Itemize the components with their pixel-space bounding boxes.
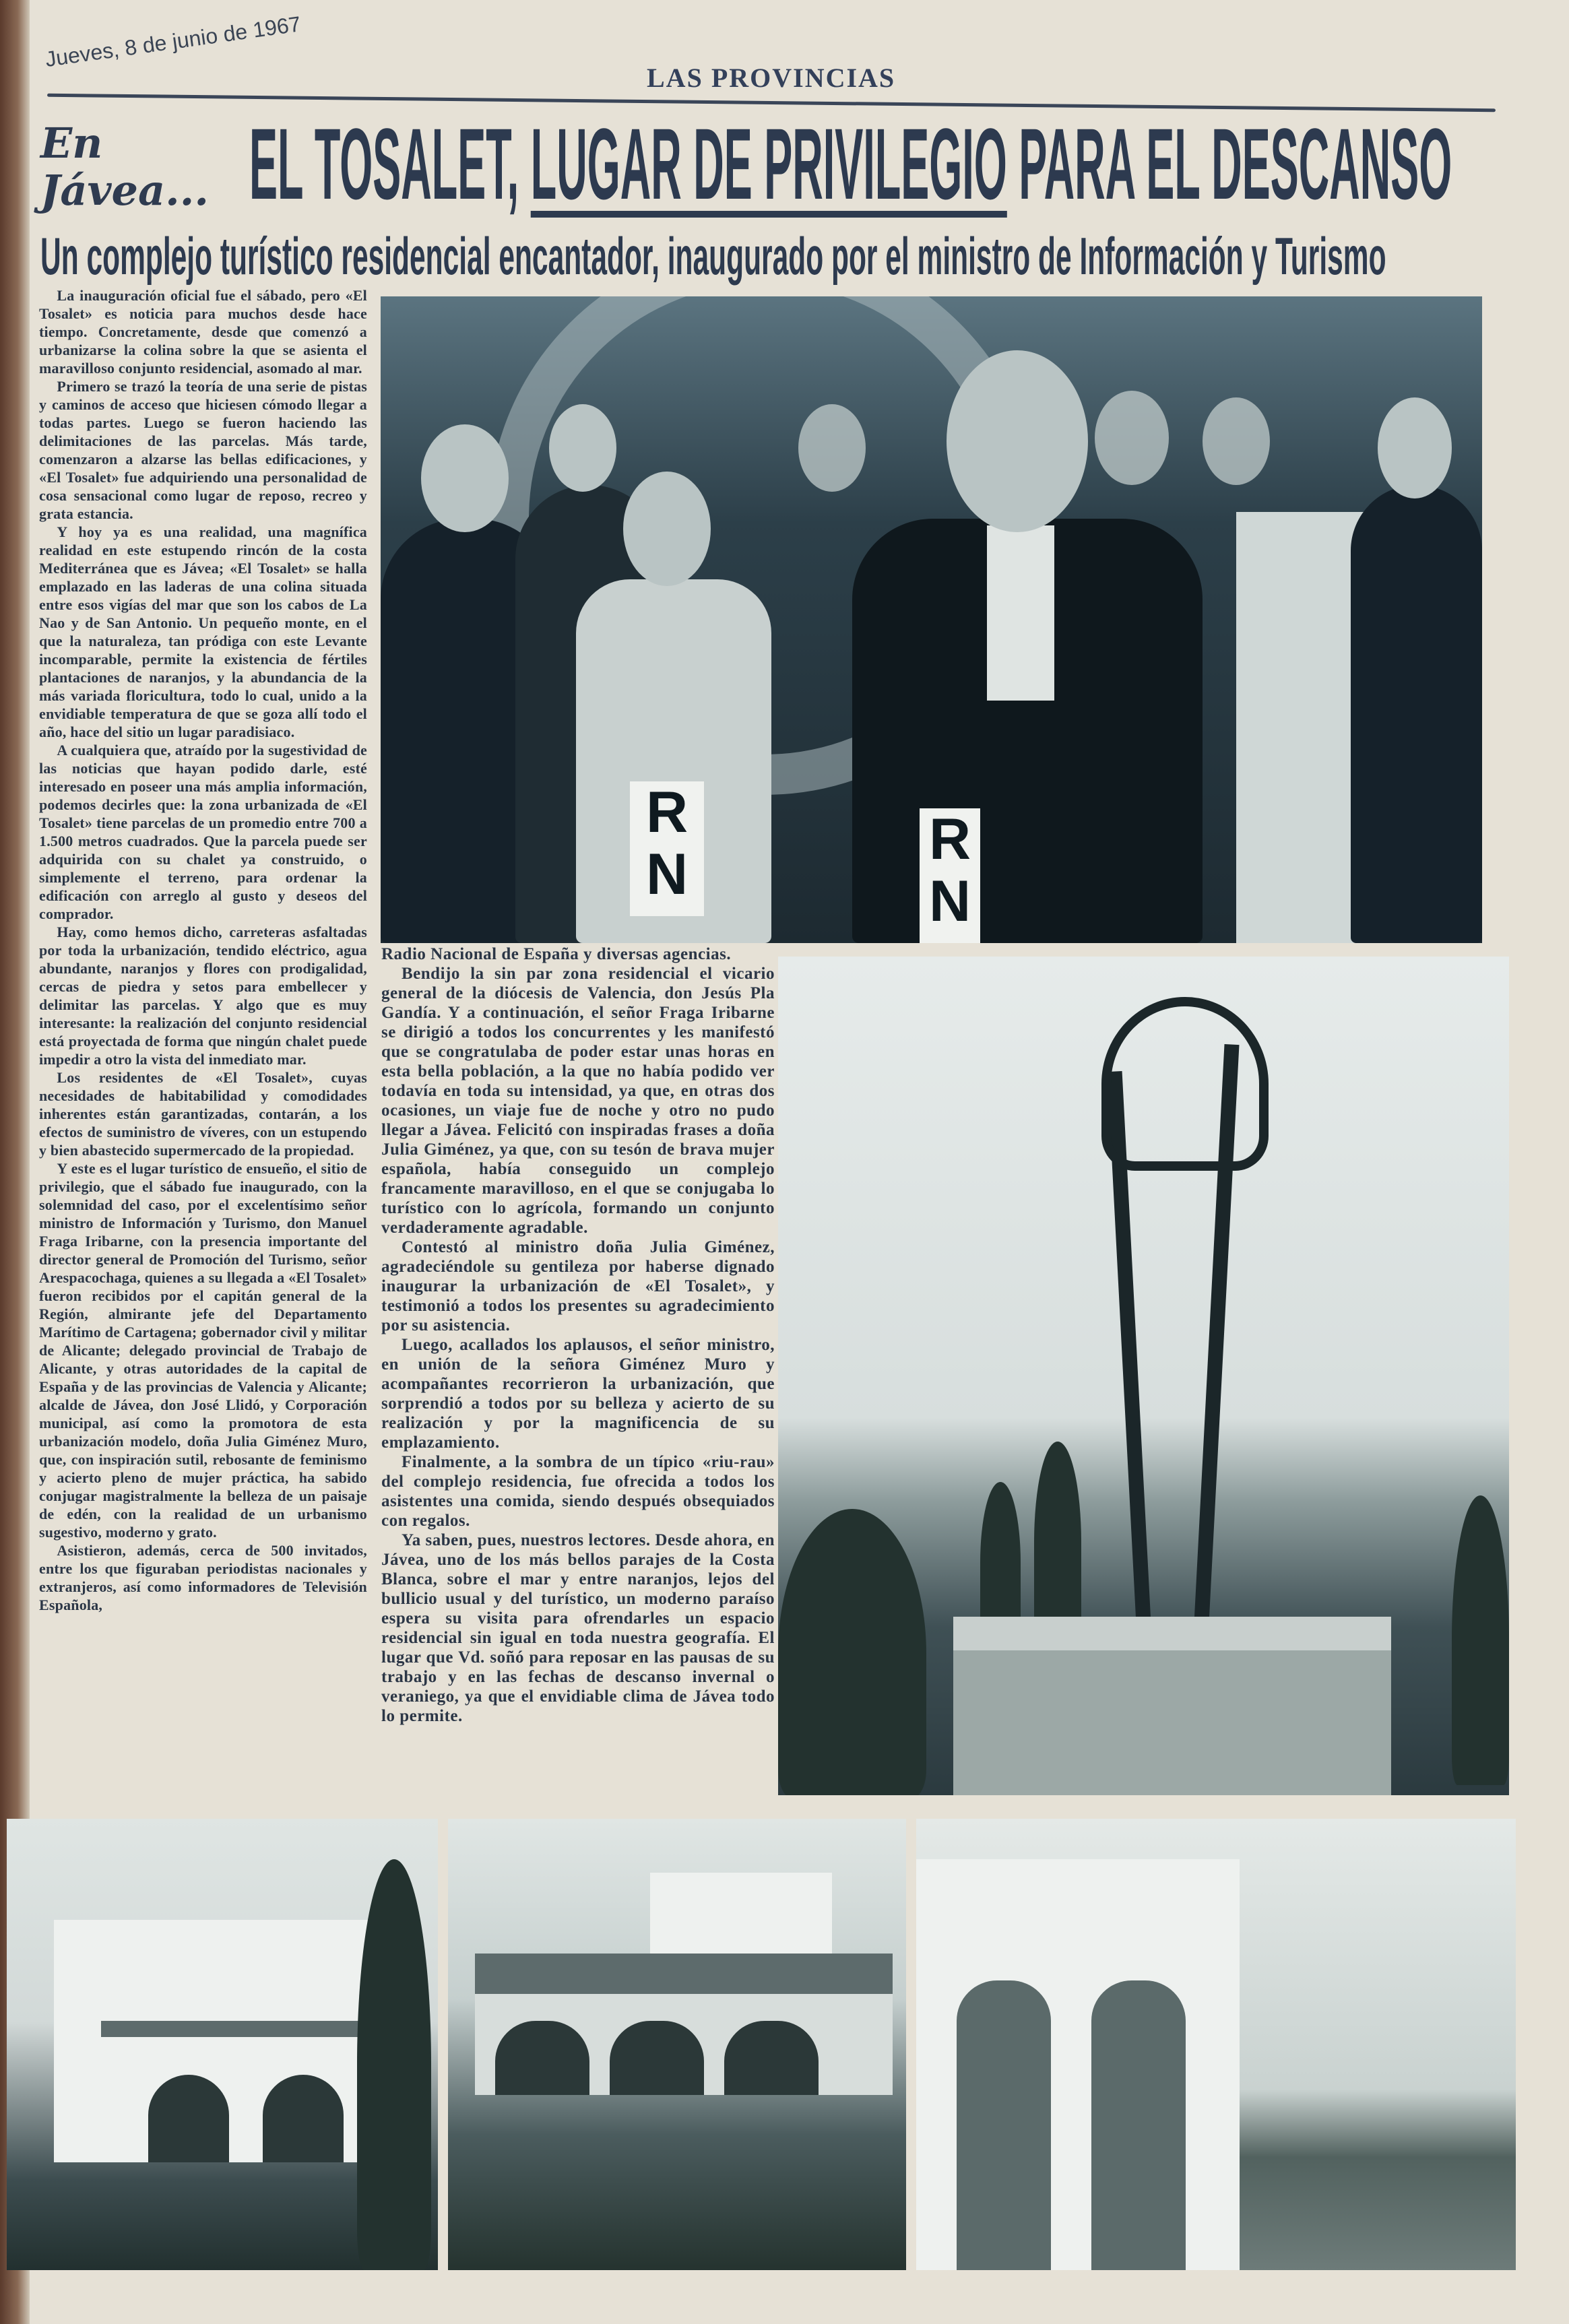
article-column-left xyxy=(39,286,367,1614)
photo-arch xyxy=(1091,1980,1186,2270)
paragraph: Ya saben, pues, nuestros lectores. Desde ahora, en Jávea, uno de los más bellos parajes de la Costa Blanca, sobre el mar y entre naranjos, lejos del bullicio usual y del turístico, un moderno paraíso espera su visita para ofrendarles un espacio residencial sin igual en toda nuestra geografía. El lugar que Vd. soñó para reposar en las pausas de su trabajo y en las fechas de descanso invernal o veraniego, ya que el envidiable clima de Jávea todo lo permite. xyxy=(381,1531,775,1725)
headline-part: PARA EL DESCANSO xyxy=(1006,107,1452,220)
photo-villa-porch xyxy=(448,1819,906,2270)
photo-shrub xyxy=(778,1509,926,1795)
kicker-line: Jávea... xyxy=(40,166,209,215)
paragraph: Y hoy ya es una realidad, una magnífica realidad en este estupendo rincón de la costa Mediterránea que es Jávea; «El Tosalet» se halla emplazado en las laderas de una colina situada entre esos vigías del mar que son los cabos de La Nao y de San Antonio. Un pequeño monte, en el que la naturaleza, tan pródiga con este Levante incomparable, permite la existencia de fértiles plantaciones de naranjos, y la abundancia de la más variada floricultura, todo lo cual, unido a la envidiable temperatura de que se goza allí todo el año, hace del sitio un lugar paradisiaco. xyxy=(39,523,367,740)
microphone-plaque xyxy=(630,781,704,916)
photo-arch xyxy=(724,2021,819,2095)
photo-roof xyxy=(101,2021,377,2037)
photo-minister-speech xyxy=(381,296,1482,943)
photo-arch xyxy=(263,2075,344,2162)
paragraph: Y este es el lugar turístico de ensueño, el sitio de privilegio, que el sábado fue inaugurado, con la solemnidad del caso, por el excelentísimo señor ministro de Información y Turismo, don Manuel Fraga Iribarne, con la presencia importante del director general de Promoción del Turismo, señor Arespacochaga, quienes a su llegada a «El Tosalet» fueron recibidos por el capitán general de la Región, almirante jefe del Departamento Marítimo de Cartagena; gobernador civil y militar de Alicante; delegado provincial de Trabajo de Alicante, y otras autoridades de la capital de España y de las provincias de Valencia y Alicante; alcalde de Jávea, don José Llidó, y Corporación municipal, así como la promotora de esta urbanización modelo, doña Julia Giménez Muro, que, con inspiración sutil, rebosante de feminismo y acierto pleno de mujer práctica, ha sabido conjugar magistralmente la belleza de un paisaje de edén, con la realidad de un urbanismo sugestivo, moderno y grato. xyxy=(39,1160,367,1541)
subheadline: Un complejo turístico residencial encantador, inaugurado por el ministro de Información y Turismo xyxy=(40,226,1386,286)
paragraph: Luego, acallados los aplausos, el señor ministro, en unión de la señora Giménez Muro y acompañantes recorrieron la urbanización, que sorprendió a todos por su belleza y acierto de su realización y por la magnificencia de su emplazamiento. xyxy=(381,1336,775,1452)
photo-roof xyxy=(475,1954,893,1994)
photo-villa-arches xyxy=(7,1819,438,2270)
photo-tree xyxy=(1452,1495,1509,1785)
photo-arch xyxy=(957,1980,1051,2270)
photo-figure-head xyxy=(798,404,866,492)
paragraph: Hay, como hemos dicho, carreteras asfaltadas por toda la urbanización, tendido eléctrico, agua abundante, naranjos y flores con prodigalidad, cercas de piedra y setos para embellecer y delimitar las parcelas. Y algo que es muy interesante: la realización del conjunto residencial está proyectada de forma que ningún chalet puede impedir a otro la vista del inmediato mar. xyxy=(39,924,367,1068)
plaque-letter: R xyxy=(928,807,971,872)
photo-well-stone-base xyxy=(953,1617,1391,1795)
photo-arch xyxy=(148,2075,229,2162)
photo-arch xyxy=(495,2021,589,2095)
paragraph: Asistieron, además, cerca de 500 invitados, entre los que figuraban periodistas nacionales y extranjeros, así como informadores de Televisión Española, xyxy=(39,1542,367,1613)
paragraph: La inauguración oficial fue el sábado, pero «El Tosalet» es noticia para muchos desde hace tiempo. Concretamente, desde que comenzó a urbanizarse la colina sobre la que se asienta el maravilloso conjunto residencial, asomado al mar. xyxy=(39,287,367,377)
headline-underlined-part: LUGAR DE PRIVILEGIO xyxy=(530,107,1007,220)
photo-wrought-iron-well xyxy=(778,957,1509,1795)
photo-arch-gateway xyxy=(916,1819,1516,2270)
photo-woman-head xyxy=(623,472,711,586)
photo-figure-head xyxy=(1203,397,1270,485)
photo-figure-head xyxy=(549,404,616,492)
microphone-plaque xyxy=(920,808,980,943)
photo-white-uniform xyxy=(1236,512,1364,943)
kicker xyxy=(40,120,209,214)
headline-part: EL TOSALET, xyxy=(249,107,531,220)
paragraph: Contestó al ministro doña Julia Giménez, agradeciéndole su gentileza por haberse dignado inaugurar la urbanización de «El Tosalet», y testimonió a todos los presentes su agradecimiento por su asistencia. xyxy=(381,1238,775,1334)
photo-figure-head xyxy=(421,424,509,532)
article-column-middle xyxy=(381,944,775,1726)
plaque-letter: N xyxy=(928,869,971,934)
photo-minister-head xyxy=(947,350,1088,532)
paragraph: Radio Nacional de España y diversas agencias. xyxy=(381,945,732,963)
paragraph: Bendijo la sin par zona residencial el vicario general de la diócesis de Valencia, don Jesús Pla Gandía. Y a continuación, el señor Fraga Iribarne se dirigió a todos los concurrentes y les manifestó que se congratulaba de poder estar unas horas en esta bella población, a la que no había podido ver todavía en toda su intensidad, ya que, en otras dos ocasiones, un viaje fue de noche y otro no pudo llegar a Jávea. Felicitó con inspiradas frases a doña Julia Giménez, ya que, con su tesón de brava mujer española, había conseguido un complejo francamente maravilloso, en el que se conjugaba lo turístico con lo agrícola, formando un conjunto verdaderamente agradable. xyxy=(381,965,775,1237)
photo-cypress xyxy=(1034,1442,1081,1644)
photo-figure xyxy=(1351,485,1482,943)
paragraph: Los residentes de «El Tosalet», cuyas necesidades de habitabilidad y comodidades inherentes están garantizadas, contarán, a los efectos de suministro de víveres, con un estupendo y bien abastecido supermercado de la propiedad. xyxy=(39,1069,367,1159)
issue-date: Jueves, 8 de junio de 1967 xyxy=(43,11,302,72)
newspaper-masthead: LAS PROVINCIAS xyxy=(647,63,896,93)
photo-figure-head xyxy=(1378,397,1452,498)
paragraph: Finalmente, a la sombra de un típico «riu-rau» del complejo residencia, fue ofrecida a todos los asistentes una comida, siendo después obsequiados con regalos. xyxy=(381,1453,775,1530)
kicker-line: En xyxy=(40,119,103,168)
photo-figure-head xyxy=(1095,391,1169,485)
photo-arch xyxy=(610,2021,704,2095)
photo-palm xyxy=(357,1859,431,2270)
photo-iron-scroll xyxy=(1101,997,1269,1171)
paragraph: Primero se trazó la teoría de una serie de pistas y caminos de acceso que hiciesen cómodo llegar a todas partes. Luego se fueron haciendo las delimitaciones de las parcelas. Más tarde, comenzaron a alzarse las bellas edificaciones, y «El Tosalet» fue adquiriendo una personalidad de cosa sensacional como lugar de reposo, recreo y grata estancia. xyxy=(39,378,367,522)
headline xyxy=(249,107,1452,220)
paragraph: A cualquiera que, atraído por la sugestividad de las noticias que hayan podido darle, esté interesado en poseer una más amplia información, podemos decirles que: la zona urbanizada de «El Tosalet» tiene parcelas de un promedio entre 700 a 1.500 metros cuadrados. Que la parcela puede ser adquirida con su chalet ya construido, o simplemente el terreno, para ordenar la edificación con arreglo al gusto y deseos del comprador. xyxy=(39,742,367,922)
plaque-letter: R xyxy=(645,780,689,845)
photo-minister-shirt xyxy=(987,525,1054,701)
plaque-letter: N xyxy=(645,842,689,907)
